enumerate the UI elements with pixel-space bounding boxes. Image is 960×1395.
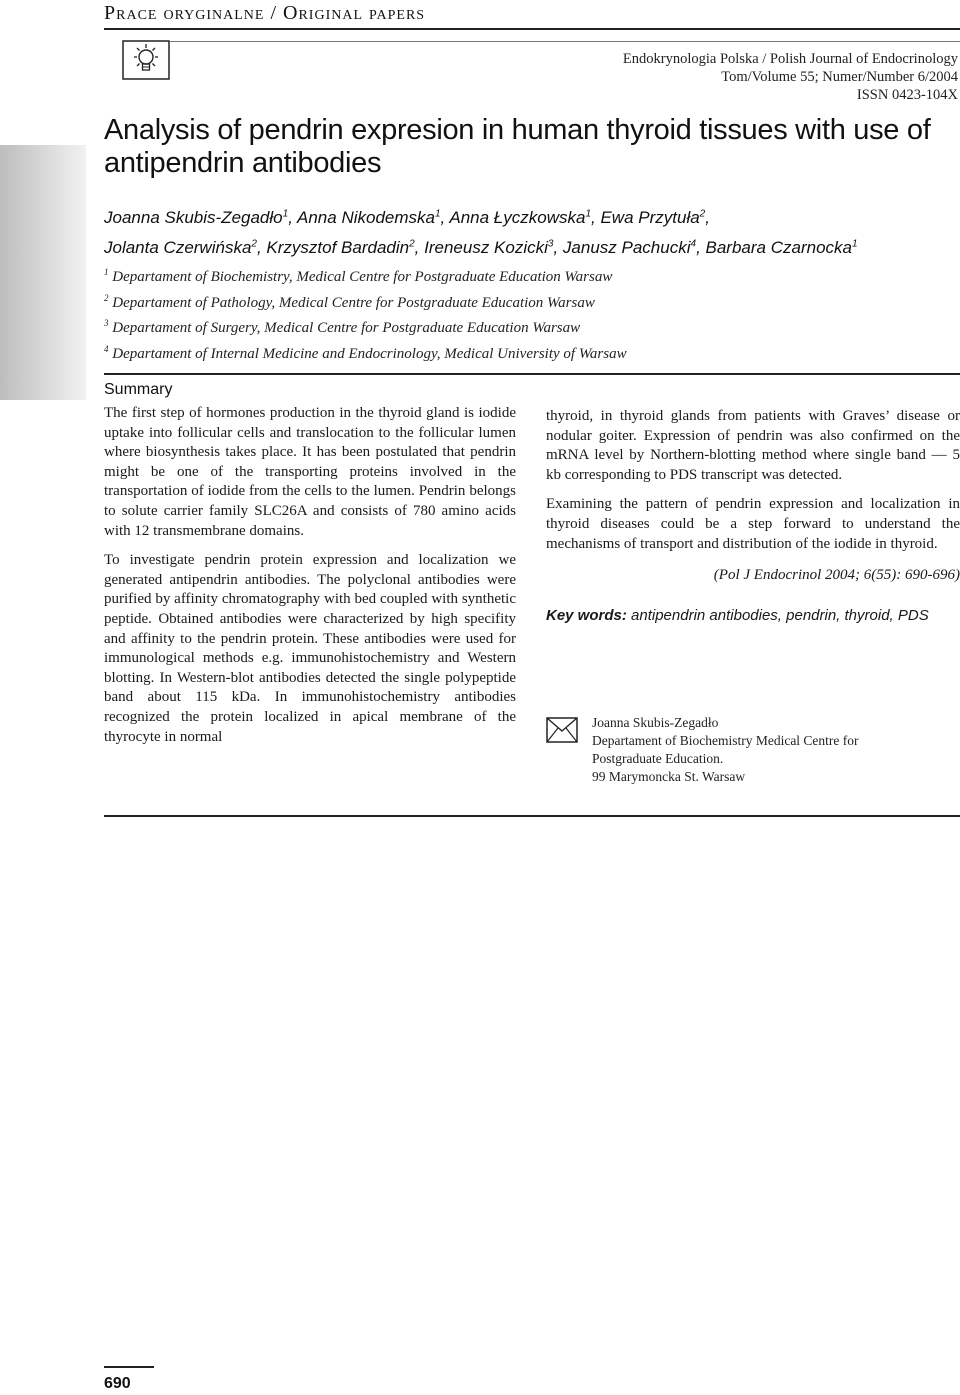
affiliation: $^3$ Departament of Surgery, Medical Centre for Postgraduate Education Warsaw: [104, 318, 581, 336]
correspondence-line: Departament of Biochemistry Medical Centre for: [592, 733, 859, 748]
author: Joanna Skubis-Zegadło$^1$,: [104, 207, 298, 227]
summary-rule: [104, 373, 960, 375]
summary-left-column: [104, 404, 516, 757]
correspondence-line: 99 Marymoncka St. Warsaw: [592, 769, 746, 784]
lightbulb-icon: [122, 40, 170, 80]
header-rule: [104, 28, 960, 30]
author: Barbara Czarnocka$^1$: [705, 238, 858, 258]
citation: (Pol J Endocrinol 2004; 6(55): 690-696): [713, 567, 960, 584]
summary-paragraph: The first step of hormones production in the thyroid gland is iodide uptake into follicular cells and translocation to the follicular lumen where biosynthesis takes place. It has been postulated that pendrin might be one of the transporting proteins involved in the transportation of iodide from the cells to the lumen. Pendrin belongs to solute carrier family SLC26A and consists of 780 amino acids with 12 transmembrane domains.: [104, 405, 516, 539]
author: Ewa Przytuła$^2$,: [600, 207, 710, 227]
envelope-icon: [546, 717, 578, 743]
author: Jolanta Czerwińska$^2$,: [104, 238, 267, 258]
keywords: [546, 606, 960, 626]
journal-volume: Tom/Volume 55; Numer/Number 6/2004: [721, 69, 958, 85]
journal-info: [623, 50, 958, 104]
correspondence-address: [592, 714, 859, 786]
footer-rule: [104, 1366, 154, 1368]
summary-paragraph: To investigate pendrin protein expression and localization we generated antipendrin antibodies. The polyclonal antibodies were purified by affinity chromatography with bed coupled with synthetic peptide. Obtained antibodies were characterized by high specifity and affinity to the pendrin protein. These antibodies were used for immunological methods e.g. immunohistochemistry and Western blotting. In Western-blot antibodies detected the single polypeptide band about 115 kDa. In immunohistochemistry antibodies recognized the protein localized in apical membrane of the thyrocyte in normal: [104, 552, 516, 745]
author: Anna Nikodemska$^1$,: [297, 207, 450, 227]
affiliation: $^2$ Departament of Pathology, Medical Centre for Postgraduate Education Warsaw: [104, 292, 595, 311]
keywords-label: Key words:: [546, 606, 627, 624]
summary-paragraph: Examining the pattern of pendrin expression and localization in thyroid diseases could be a step forward to understand the mechanisms of transport and distribution of the iodide in thyroid.: [546, 496, 960, 552]
summary-heading: Summary: [104, 381, 173, 398]
correspondence-name: Joanna Skubis-Zegadło: [592, 715, 719, 730]
summary-end-rule: [104, 815, 960, 817]
author: Ireneusz Kozicki$^3$,: [424, 238, 563, 258]
correspondence-line: Postgraduate Education.: [592, 751, 724, 766]
author-list: [104, 200, 960, 261]
summary-paragraph: thyroid, in thyroid glands from patients with Graves’ disease or nodular goiter. Expression of pendrin was also confirmed on the mRNA level by Northern-blotting method where single band — 5 kb corresponding to PDS transcript was detected.: [546, 408, 960, 483]
affiliation: $^4$ Departament of Internal Medicine and Endocrinology, Medical University of Warsaw: [104, 343, 627, 362]
author: Janusz Pachucki$^4$,: [562, 238, 706, 258]
journal-issn: ISSN 0423-104X: [856, 87, 958, 103]
summary-right-column: [546, 407, 960, 625]
journal-name: Endokrynologia Polska / Polish Journal of Endocrinology: [622, 51, 958, 67]
section-label: Prace oryginalne / Original papers: [104, 2, 426, 24]
margin-gradient-band: [0, 145, 86, 400]
affiliation: $^1$ Departament of Biochemistry, Medical Centre for Postgraduate Education Warsaw: [104, 267, 613, 285]
author: Krzysztof Bardadin$^2$,: [266, 238, 425, 258]
keywords-text: antipendrin antibodies, pendrin, thyroid, PDS: [631, 606, 929, 624]
author: Anna Łyczkowska$^1$,: [449, 207, 601, 227]
affiliation-list: [104, 262, 954, 364]
article-title: Analysis of pendrin expresion in human thyroid tissues with use of antipendrin antibodies: [104, 114, 931, 179]
page-number: 690: [104, 1375, 131, 1392]
icon-rule: [170, 41, 960, 42]
